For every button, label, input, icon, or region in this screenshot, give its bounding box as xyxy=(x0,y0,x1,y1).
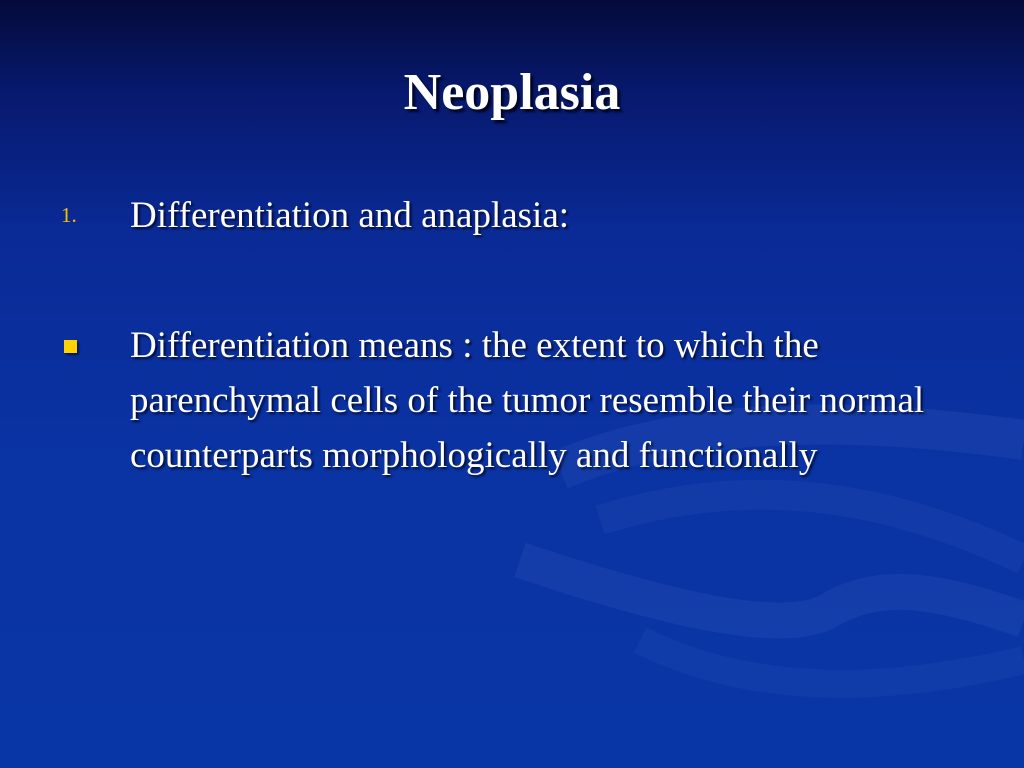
list-item-text: Differentiation means : the extent to which the parenchymal cells of the tumor resemble their normal counterparts morphologically and functionally xyxy=(130,325,925,476)
list-item-text: Differentiation and anaplasia: xyxy=(130,195,570,236)
slide-title: Neoplasia xyxy=(403,64,621,121)
square-bullet-icon xyxy=(64,340,77,353)
list-number: 1. xyxy=(61,203,77,227)
